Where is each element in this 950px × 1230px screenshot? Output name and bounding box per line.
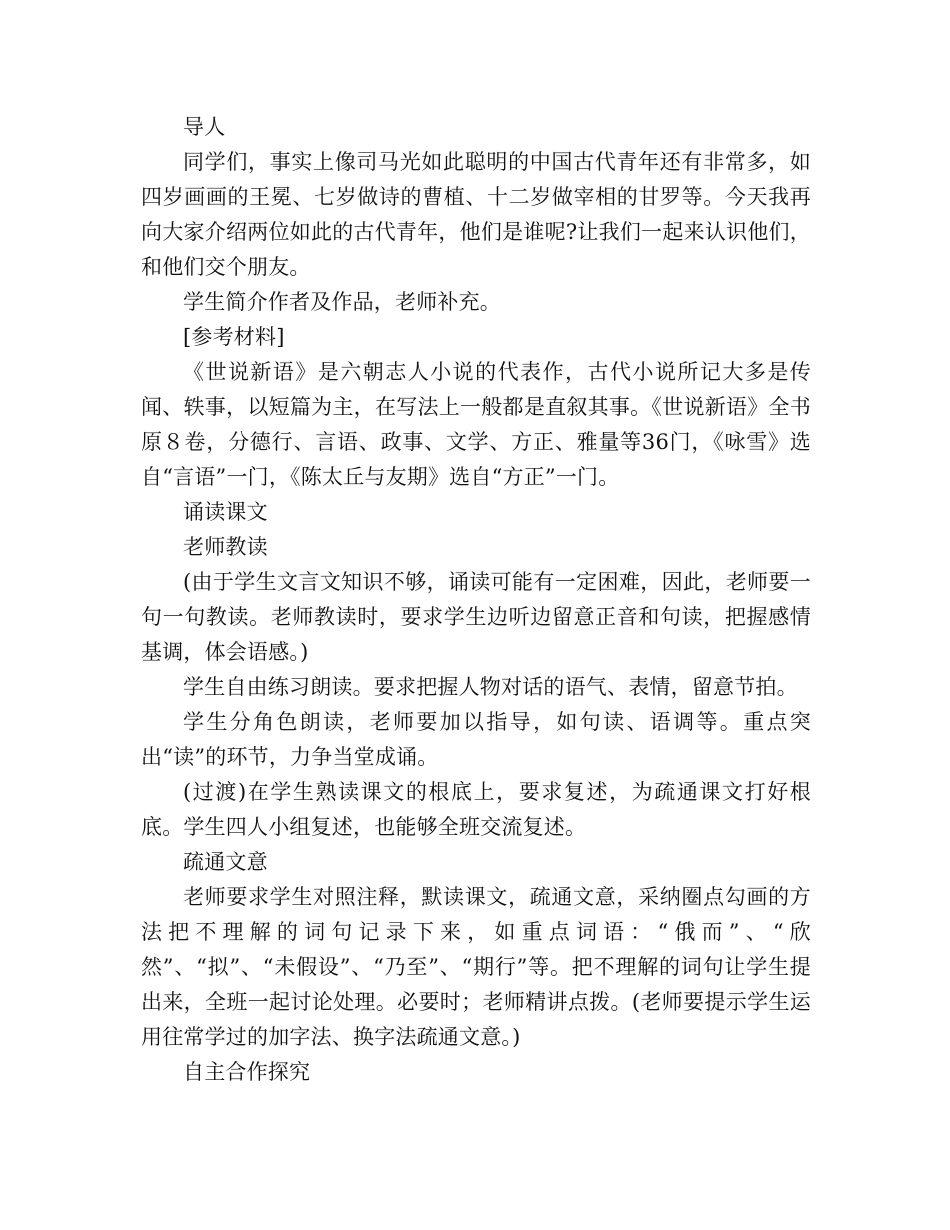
paragraph-reference-text: 《世说新语》是六朝志人小说的代表作，古代小说所记大多是传闻、轶事，以短篇为主，在写法上一般都是直叙其事。《世说新语》全书原８卷，分德行、言语、政事、文学、方正、雅量等36门，《咏雪》选自“言语”一门，《陈太丘与友期》选自“方正”一门。	[141, 360, 811, 489]
paragraph-teacher-reading-heading: 老师教读	[183, 535, 268, 559]
paragraph-reference-heading: [参考材料]	[183, 325, 285, 349]
paragraph-recite-heading: 诵读课文	[183, 500, 268, 524]
paragraph-free-reading: 学生自由练习朗读。要求把握人物对话的语气、表情，留意节拍。	[183, 675, 798, 699]
paragraph-transition: (过渡)在学生熟读课文的根底上，要求复述，为疏通课文打好根底。学生四人小组复述，也能够全班交流复述。	[141, 780, 811, 839]
paragraph-role-reading: 学生分角色朗读，老师要加以指导，如句读、语调等。重点突出“读”的环节，力争当堂成诵。	[141, 710, 811, 769]
paragraph-meaning-heading: 疏通文意	[183, 850, 268, 874]
document-body	[141, 110, 811, 1090]
paragraph-author-intro: 学生简介作者及作品，老师补充。	[183, 290, 501, 314]
paragraph-intro-heading: 导人	[183, 115, 226, 139]
paragraph-meaning-text: 老师要求学生对照注释，默读课文，疏通文意，采纳圈点勾画的方法把不理解的词句记录下来，如重点词语：“俄而”、“欣然”、“拟”、“未假设”、“乃至”、“期行”等。把不理解的词句让学生提出来，全班一起讨论处理。必要时；老师精讲点拨。(老师要提示学生运用往常学过的加字法、换字法疏通文意。)	[141, 885, 811, 1049]
paragraph-teacher-reading-text: (由于学生文言文知识不够，诵读可能有一定困难，因此，老师要一句一句教读。老师教读时，要求学生边听边留意正音和句读，把握感情基调，体会语感。)	[141, 570, 811, 664]
paragraph-inquiry-heading: 自主合作探究	[183, 1060, 311, 1084]
paragraph-intro-text: 同学们，事实上像司马光如此聪明的中国古代青年还有非常多，如四岁画画的王冕、七岁做诗的曹植、十二岁做宰相的甘罗等。今天我再向大家介绍两位如此的古代青年，他们是谁呢?让我们一起来认识他们，和他们交个朋友。	[141, 150, 811, 279]
